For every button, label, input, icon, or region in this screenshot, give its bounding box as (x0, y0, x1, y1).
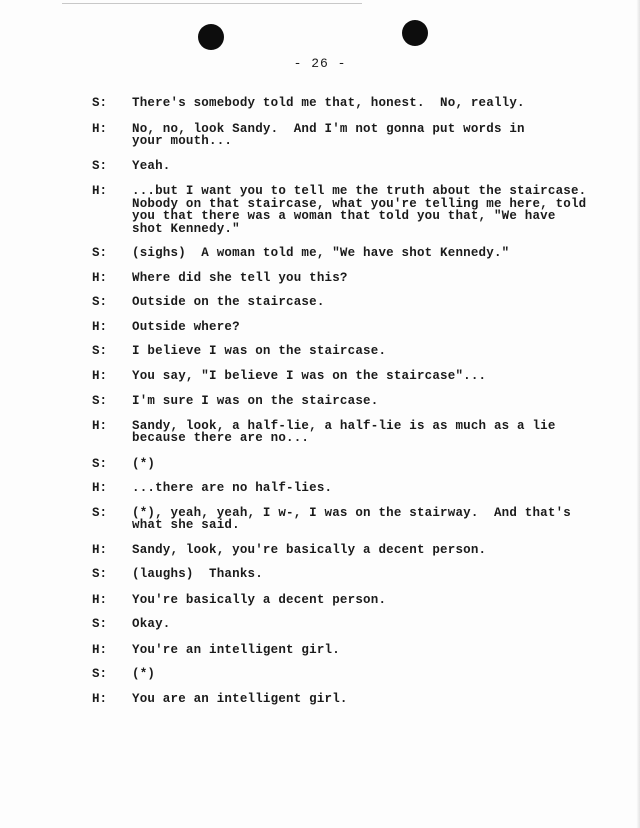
speaker-label: S: (92, 667, 108, 681)
transcript-line (92, 395, 602, 408)
transcript-line (92, 272, 602, 285)
transcript-line (92, 618, 602, 631)
transcript-line (92, 97, 602, 110)
utterance-text: You're basically a decent person. (132, 592, 387, 607)
utterance-text: I'm sure I was on the staircase. (132, 394, 379, 408)
utterance-text: There's somebody told me that, honest. No, really. (132, 96, 525, 110)
utterance-text: No, no, look Sandy. And I'm not gonna put words in your mouth... (132, 121, 525, 148)
transcript-line (92, 321, 602, 334)
speaker-label: S: (92, 246, 108, 260)
transcript-line (92, 482, 602, 495)
transcript-line (92, 123, 602, 148)
transcript-line (92, 160, 602, 173)
transcript-line (92, 568, 602, 581)
transcript-line (92, 247, 602, 260)
transcript-body (92, 97, 602, 705)
speaker-label: S: (92, 295, 108, 309)
top-edge-rule (62, 3, 362, 4)
utterance-text: (*) (132, 456, 156, 471)
speaker-label: H: (92, 184, 108, 198)
utterance-text: (*) (132, 667, 156, 681)
transcript-line (92, 668, 602, 681)
transcript-line (92, 644, 602, 657)
speaker-label: S: (92, 158, 108, 173)
utterance-text: ...but I want you to tell me the truth about the staircase. Nobody on that staircase, what you're telling me here, told you that there was a woman that told you that, "We have shot Kennedy." (132, 184, 587, 236)
utterance-text: Where did she tell you this? (132, 270, 348, 285)
transcript-line (92, 693, 602, 706)
speaker-label: S: (92, 567, 108, 581)
utterance-text: I believe I was on the staircase. (132, 344, 387, 358)
speaker-label: H: (92, 368, 108, 383)
utterance-text: (*), yeah, yeah, I w-, I was on the stairway. And that's what she said. (132, 505, 571, 532)
transcript-line (92, 370, 602, 383)
transcript-line (92, 507, 602, 532)
speaker-label: S: (92, 394, 108, 408)
utterance-text: (laughs) Thanks. (132, 567, 263, 581)
utterance-text: You are an intelligent girl. (132, 691, 348, 706)
transcript-line (92, 420, 602, 445)
utterance-text: You say, "I believe I was on the staircase"... (132, 368, 487, 383)
speaker-label: S: (92, 344, 108, 358)
transcript-line (92, 296, 602, 309)
speaker-label: H: (92, 642, 108, 657)
utterance-text: (sighs) A woman told me, "We have shot Kennedy." (132, 246, 510, 260)
speaker-label: H: (92, 542, 108, 557)
speaker-label: H: (92, 691, 108, 706)
utterance-text: Outside where? (132, 319, 240, 334)
utterance-text: Okay. (132, 617, 171, 631)
utterance-text: ...there are no half-lies. (132, 481, 333, 495)
punch-hole-right (402, 20, 428, 46)
utterance-text: Sandy, look, a half-lie, a half-lie is as much as a lie because there are no... (132, 418, 556, 445)
speaker-label: H: (92, 481, 108, 495)
punch-hole-left (198, 24, 224, 50)
utterance-text: Sandy, look, you're basically a decent person. (132, 542, 487, 557)
transcript-line (92, 544, 602, 557)
speaker-label: H: (92, 319, 108, 334)
transcript-line (92, 185, 602, 235)
page-edge-shadow (636, 0, 640, 828)
speaker-label: S: (92, 505, 108, 520)
utterance-text: Outside on the staircase. (132, 295, 325, 309)
speaker-label: S: (92, 96, 108, 110)
transcript-line (92, 594, 602, 607)
speaker-label: S: (92, 617, 108, 631)
transcript-line (92, 458, 602, 471)
utterance-text: Yeah. (132, 158, 171, 173)
speaker-label: H: (92, 418, 108, 433)
speaker-label: H: (92, 270, 108, 285)
speaker-label: H: (92, 121, 108, 136)
transcript-line (92, 345, 602, 358)
speaker-label: S: (92, 456, 108, 471)
speaker-label: H: (92, 592, 108, 607)
utterance-text: You're an intelligent girl. (132, 642, 340, 657)
page-number: - 26 - (293, 56, 347, 71)
